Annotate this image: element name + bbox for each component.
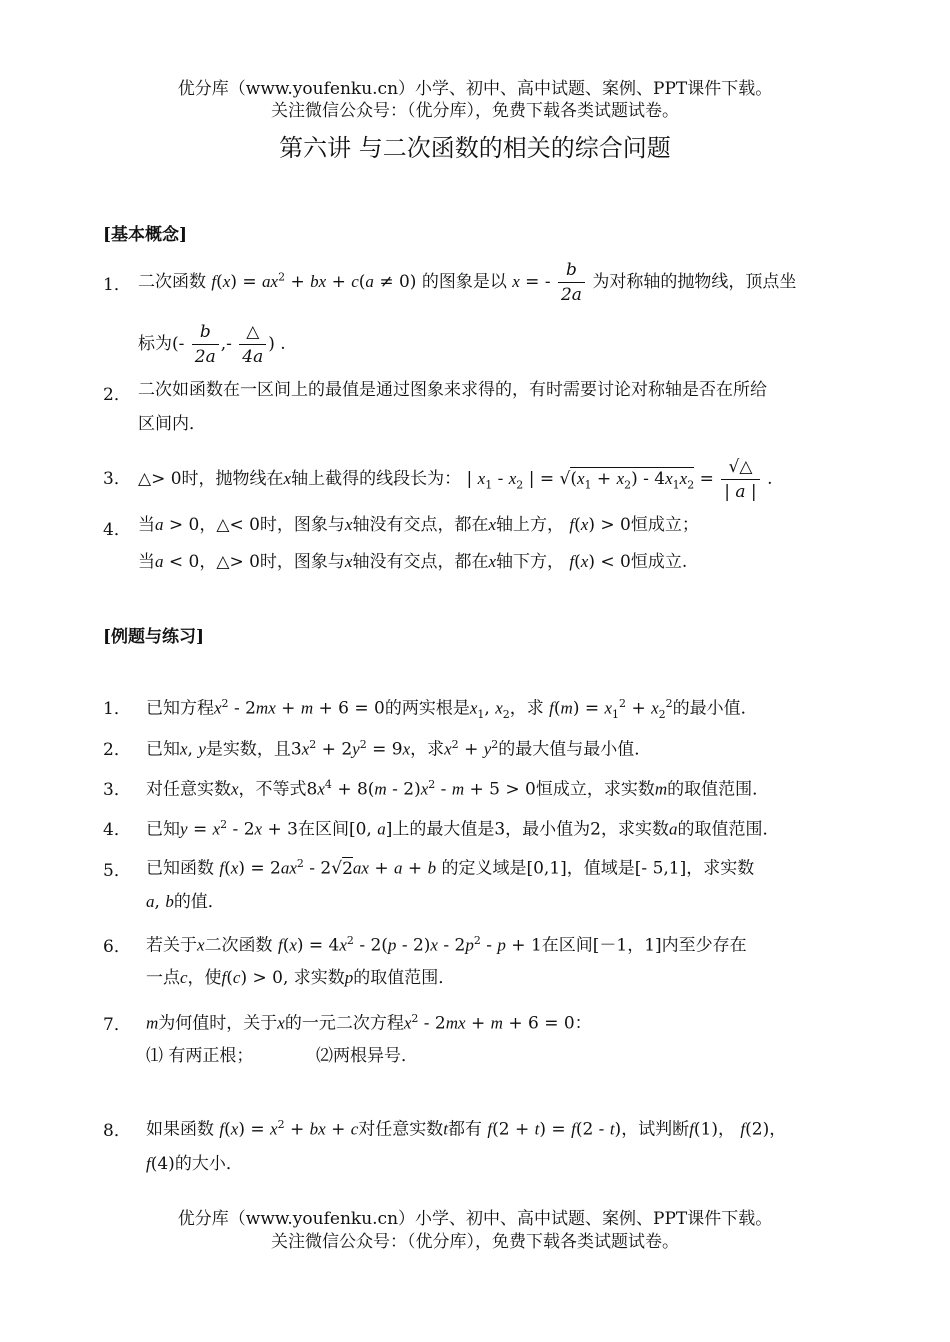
concept-2-line-1: 二次如函数在一区间上的最值是通过图象来求得的，有时需要讨论对称轴是否在所给: [138, 380, 767, 400]
concept-1-line-2: 标为(- $\frac{b}{2a}$ ,- $\frac{\triangle}{4a}$ ) .: [138, 322, 286, 367]
footer-line-1: 优分库（www.youfenku.cn）小学、初中、高中试题、案例、PPT课件下载。: [177, 1209, 773, 1229]
concept-3-line: △> 0时，抛物线在x轴上截得的线段长为： | $x_1 - x_2$ | = $√(x_1 + x_2) - 4x_1x_2$ = $\frac{√\triangle}{| a |}$ .: [138, 457, 773, 502]
exercise-5-line-2: a, b的值．: [146, 892, 225, 912]
exercise-4-number: 4．: [103, 820, 131, 840]
exercise-8-number: 8．: [103, 1121, 131, 1141]
exercise-3-line: 对任意实数x，不等式$8x^4 + 8(m - 2)x^2 - m + 5 > 0$恒成立，求实数m的取值范围．: [146, 778, 770, 800]
header-line-2: 关注微信公众号：（优分库），免费下载各类试题试卷。: [271, 101, 679, 121]
concept-4-number: 4．: [103, 520, 131, 540]
concepts-heading: [基本概念]: [103, 225, 188, 245]
concept-4-line-1: 当a > 0，△< 0时，图象与x轴没有交点，都在x轴上方， f(x) > 0恒成立；: [138, 515, 699, 535]
exercise-5-number: 5．: [103, 861, 131, 881]
exercise-7-number: 7．: [103, 1015, 131, 1035]
footer-line-2: 关注微信公众号：（优分库），免费下载各类试题试卷。: [271, 1232, 679, 1252]
exercise-1-line: 已知方程$x^2 - 2mx + m + 6 = 0$的两实根是$x_1$, $x_2$，求 $f(m) = x_1^2 + x_2^2$的最小值．: [146, 697, 758, 722]
concept-2-number: 2．: [103, 385, 131, 405]
concept-2-line-2: 区间内．: [138, 414, 206, 434]
exercise-1-number: 1．: [103, 699, 131, 719]
exercise-2-number: 2．: [103, 740, 131, 760]
exercises-heading: [例题与练习]: [103, 627, 205, 647]
exercise-4-line: 已知$y = x^2 - 2x + 3$在区间[0, a]上的最大值是3，最小值为2，求实数a的取值范围．: [146, 818, 780, 840]
exercise-8-line-2: f(4)的大小．: [146, 1154, 243, 1174]
concept-1-number: 1．: [103, 275, 131, 295]
exercise-7-line-1: m为何值时，关于x的一元二次方程$x^2 - 2mx + m + 6 = 0$：: [146, 1012, 592, 1034]
concept-1-line-1: 二次函数 $f(x) = ax^2$ + bx + c(a ≠ 0) 的图象是以 x = - $\frac{b}{2a}$ 为对称轴的抛物线，顶点坐: [138, 260, 797, 305]
exercise-2-line: 已知x, y是实数，且$3x^2 + 2y^2 = 9x$，求$x^2 + y^2$的最大值与最小值．: [146, 738, 652, 760]
exercise-7-part-1: ⑴ 有两正根；: [146, 1046, 254, 1066]
exercise-5-line-1: 已知函数 $f(x) = 2ax^2 - 2√2ax + a + b$ 的定义域是[0,1]，值域是[- 5,1]，求实数: [146, 857, 755, 879]
exercise-8-line-1: 如果函数 $f(x) = x^2$ + bx + c对任意实数t都有 f(2 + t) = f(2 - t)，试判断f(1)， f(2)，: [146, 1118, 787, 1140]
exercise-6-line-2: 一点c，使f(c) > 0, 求实数p的取值范围．: [146, 968, 456, 988]
header-line-1: 优分库（www.youfenku.cn）小学、初中、高中试题、案例、PPT课件下载。: [177, 79, 773, 99]
exercise-3-number: 3．: [103, 780, 131, 800]
exercise-6-number: 6．: [103, 937, 131, 957]
page-title: 第六讲 与二次函数的相关的综合问题: [279, 134, 671, 162]
concept-3-number: 3．: [103, 469, 131, 489]
concept-4-line-2: 当a < 0，△> 0时，图象与x轴没有交点，都在x轴下方， f(x) < 0恒成立.: [138, 552, 688, 572]
exercise-6-line-1: 若关于x二次函数 $f(x) = 4x^2 - 2(p - 2)x - 2p^2 - p + 1$在区间[－1，1]内至少存在: [146, 934, 747, 956]
exercise-7-part-2: ⑵两根异号．: [316, 1046, 418, 1066]
